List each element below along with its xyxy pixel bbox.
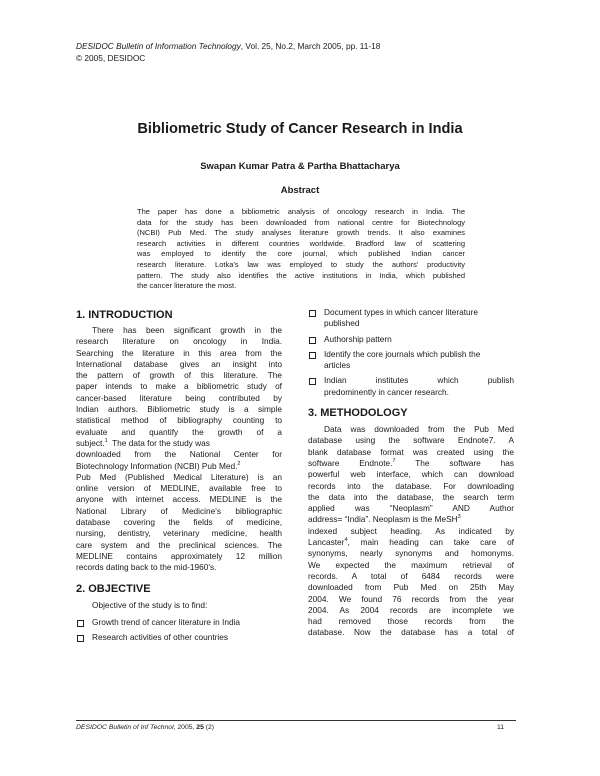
left-column <box>76 308 282 643</box>
objective-bullet: Growth trend of cancer literature in India <box>76 617 282 628</box>
abstract-line: (NCBI) Pub Med. The study analyses literature growth trends. It also examines <box>137 228 465 238</box>
footnote-ref: 1 <box>104 437 108 444</box>
objective-bullet: Indian institutes which publish predominently in cancer research. <box>308 375 514 398</box>
methodology-paragraph: Data was downloaded from the Pub Med database using the software Endnote7. A blank database format was created using the software Endnote.$^7$ The software has powerful web interface, which can download records into the database. For downloading the data into the database, the search term applied was “Neoplasm” AND Author address= “India”. Neoplasm is the MeSH$^3$ indexed subject heading. As indicated by Lancaster$^4$, main heading can take care of synonyms, nearly synonyms and homonyms. We expected the maximum retrieval of records. A total of 6484 records were downloaded from Pub Med on 25th May 2004. We found 76 records from the year 2004. As 2004 records are incomplete we had removed those records from the database. Now the database has a total of <box>308 424 514 638</box>
paper-title: Bibliometric Study of Cancer Research in India <box>137 121 463 137</box>
footer-divider <box>76 720 516 721</box>
abstract-line: pattern. The study also identifies the active institutions in India, which published <box>137 270 465 280</box>
footnote-ref: 3 <box>457 514 461 521</box>
footnote-ref: 2 <box>237 460 241 467</box>
objective-heading: 2. OBJECTIVE <box>76 582 151 595</box>
abstract-line: research activities in different countries worldwide. Bradford law of scattering <box>137 238 465 248</box>
copyright-notice: © 2005, DESIDOC <box>76 53 146 63</box>
abstract-body <box>137 207 465 292</box>
abstract-heading: Abstract <box>280 185 320 196</box>
page-number: 11 <box>497 724 505 731</box>
footnote-ref: 7 <box>392 457 396 464</box>
objective-bullet: Identify the core journals which publish the articles <box>308 349 514 372</box>
abstract-line: the cancer literature the most. <box>137 281 237 291</box>
objective-bullet: Document types in which cancer literature published <box>308 307 514 330</box>
introduction-heading: 1. INTRODUCTION <box>76 309 173 321</box>
paper-authors: Swapan Kumar Patra & Partha Bhattacharya <box>200 161 400 172</box>
abstract-line: The paper has done a bibliometric analysis of oncology research in India. The <box>137 207 465 216</box>
abstract-line: was employed to identify the core journal, which published Indian cancer <box>137 249 465 259</box>
introduction-paragraph: There has been significant growth in the research literature on oncology in India. Searching the literature in this area from the International database gives an insight into the pattern of growth of this literature. The paper intends to make a bibliometric study of cancer-based literature being contributed by Indian authors. Bibliometric study is a simple statistical method of bibliography counting to evaluate and quantify the growth of a subject.$^1$ The data for the study was downloaded from the National Center for Biotechnology Information (NCBI) Pub Med.$^2$ Pub Med (Published Medical Literature) is an online version of MEDLINE, available free to anyone with internet access. MEDLINE is the National Library of Medicine's bibliographic database covering the fields of medicine, nursing, dentistry, veterinary medicine, health care system and the preclinical sciences. The MEDLINE contains approximately 12 million records dating back to the mid-1960's. <box>76 325 282 573</box>
methodology-heading: 3. METHODOLOGY <box>308 407 408 420</box>
abstract-line: research literature. Lotka's law was employed to study the authors' productivity <box>137 259 465 269</box>
objective-intro: Objective of the study is to find: <box>92 599 208 610</box>
objective-bullet: Research activities of other countries <box>76 632 282 643</box>
footnote-ref: 4 <box>344 537 348 544</box>
journal-citation: DESIDOC Bulletin of Information Technology, Vol. 25, No.2, March 2005, pp. 11-18 <box>76 41 381 51</box>
right-column <box>308 307 514 639</box>
objective-bullet: Authorship pattern <box>308 334 514 345</box>
abstract-line: data for the study has been downloaded from national centre for Biotechnology <box>137 217 465 227</box>
footer-citation: DESIDOC Bulletin of Inf Technol, 2005, 25 (2) <box>76 724 215 731</box>
